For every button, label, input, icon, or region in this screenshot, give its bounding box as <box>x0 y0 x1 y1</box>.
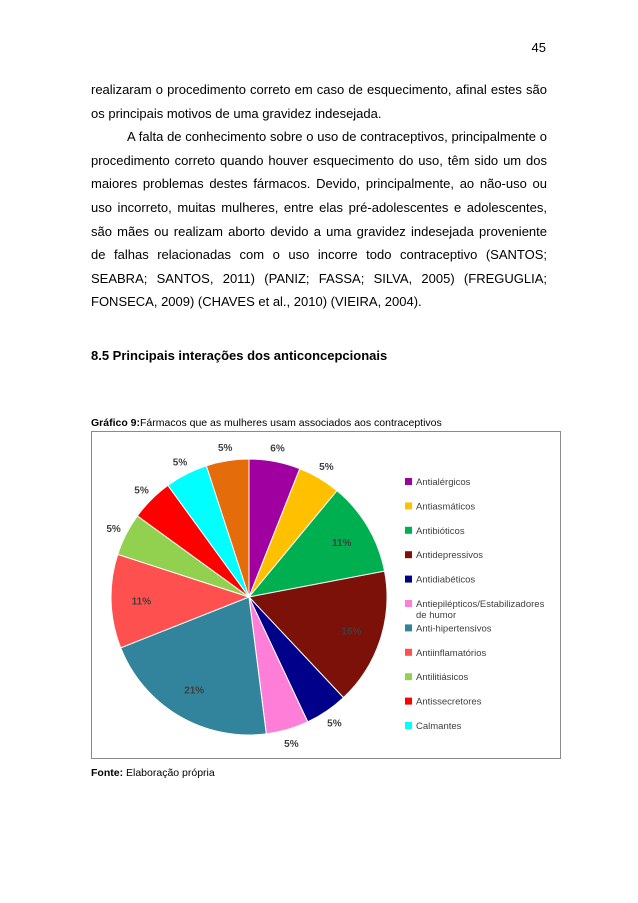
legend-swatch-8 <box>405 649 412 656</box>
source-note-text: Elaboração própria <box>126 767 215 779</box>
pie-data-label-7: 21% <box>184 685 205 697</box>
pie-data-label-3: 11% <box>331 538 352 550</box>
pie-data-label-2: 5% <box>319 462 334 474</box>
source-note-label: Fonte: <box>91 767 124 779</box>
legend-swatch-5 <box>405 576 412 583</box>
legend-label-5: Antidiabéticos <box>416 574 476 586</box>
legend-label-1: Antialérgicos <box>416 477 471 488</box>
legend-swatch-3 <box>405 527 412 534</box>
page-number: 45 <box>531 40 546 55</box>
legend-label-9: Antilitiásicos <box>416 672 469 684</box>
legend-swatch-7 <box>405 624 412 631</box>
paragraph-contraceptive-knowledge: A falta de conhecimento sobre o uso de contraceptivos, principalmente o procedimento correto quando houver esquecimento do uso, têm sido um dos maiores problemas destes fármacos. Devido, principalmente, ao não-uso ou uso incorreto, muitas mulheres, entre elas pré-adolescentes e adolescentes, são mães ou realizam aborto devido a uma gravidez indesejada proveniente de falhas relacionadas com o uso incorre todo contraceptivo (SANTOS; SEABRA; SANTOS, 2011) (PANIZ; FASSA; SILVA, 2005) (FREGUGLIA; FONSECA, 2009) (CHAVES et al., 2010) (VIEIRA, 2004). <box>91 129 547 310</box>
pie-data-label-10: 5% <box>134 485 149 497</box>
legend-swatch-10 <box>405 698 412 705</box>
legend-label-2: Antiasmáticos <box>416 501 476 513</box>
pie-data-label-1: 6% <box>270 443 285 455</box>
legend-swatch-2 <box>405 502 412 509</box>
body-text <box>91 78 547 314</box>
pie-chart-frame <box>91 431 561 759</box>
pie-data-label-11: 5% <box>172 457 188 469</box>
legend-swatch-1 <box>405 478 412 485</box>
legend-label-7: Anti-hipertensivos <box>416 623 492 635</box>
legend-label-10: Antissecretores <box>416 696 482 708</box>
paragraph-continuation: realizaram o procedimento correto em caso de esquecimento, afinal estes são os principais motivos de uma gravidez indesejada. <box>91 82 547 121</box>
legend-swatch-4 <box>405 551 412 558</box>
legend-label-8: Antiinflamatórios <box>416 647 487 659</box>
legend-label-11: Calmantes <box>416 721 462 732</box>
pie-data-label-5: 5% <box>327 718 342 730</box>
figure-caption-label: Gráfico 9: <box>91 417 141 429</box>
legend-label-4: Antidepressivos <box>416 550 484 562</box>
figure-caption <box>91 417 442 429</box>
pie-data-label-9: 5% <box>106 524 121 535</box>
legend-swatch-9 <box>405 673 412 680</box>
legend-label-3: Antibióticos <box>416 525 465 537</box>
pie-data-label-8: 11% <box>131 596 152 608</box>
legend-label-6: Antiepilépticos/Estabilizadores de humor <box>416 599 545 621</box>
legend-swatch-6 <box>405 600 412 607</box>
source-note <box>91 767 215 779</box>
pie-data-label-6: 5% <box>284 739 299 750</box>
legend-swatch-11 <box>405 722 412 729</box>
pie-data-label-12: 5% <box>217 442 233 454</box>
section-heading: 8.5 Principais interações dos anticoncepcionais <box>91 348 388 363</box>
pie-data-label-4: 16% <box>341 626 362 638</box>
figure-caption-text: Fármacos que as mulheres usam associados aos contraceptivos <box>140 417 442 429</box>
pie-chart <box>92 432 560 758</box>
